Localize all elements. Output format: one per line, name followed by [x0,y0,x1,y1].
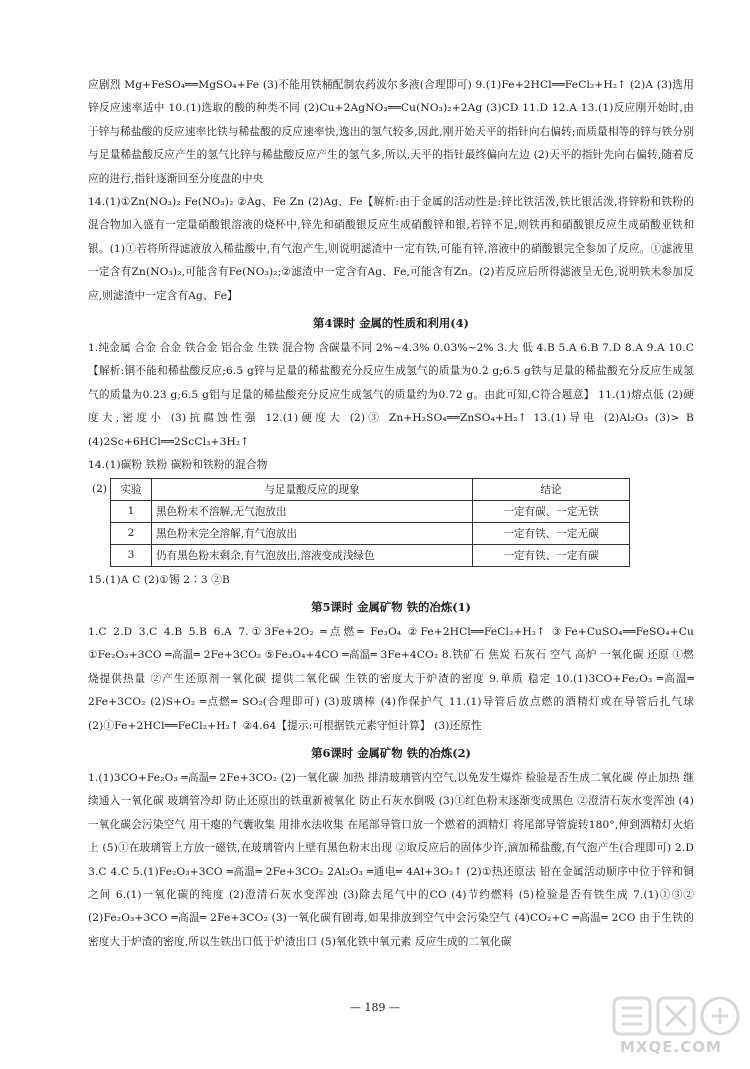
watermark-logo-icon [612,994,744,1038]
page-content [88,74,694,954]
table-cell: 3 [111,544,152,566]
table-cell: 黑色粉末不溶解,无气泡放出 [152,500,473,522]
watermark [612,994,744,1064]
paragraph-q14: 14.(1)①Zn(NO₃)₂ Fe(NO₃)₂ ②Ag、Fe Zn (2)Ag、Fe【解析:由于金属的活动性是:锌比铁活泼,铁比银活泼,将锌粉和铁粉的混合物加入盛有一定量硝酸银溶液的烧杯中,锌先和硝酸银反应生成硝酸锌和银,若锌不足,则铁再和硝酸银反应生成硝酸亚铁和银。(1)①若将所得滤液放入稀盐酸中,有气泡产生,则说明滤渣中一定有铁,可能有锌,溶液中的硝酸银完全参加了反应。①滤液里一定含有Zn(NO₃)₂,可能含有Fe(NO₃)₂;②滤渣中一定含有Ag、Fe,可能含有Zn。(2)若反应后所得滤液呈无色,说明铁未参加反应,则滤渣中一定含有Ag、Fe】 [88,196,694,302]
table-header-row [111,478,630,500]
paragraph-carryover: 应剧烈 Mg+FeSO₄══MgSO₄+Fe (3)不能用铁桶配制农药波尔多液(合理即可) 9.(1)Fe+2HCl══FeCl₂+H₂↑ (2)A (3)选用锌反应速率适中 10.(1)选取的酸的种类不同 (2)Cu+2AgNO₃══Cu(NO₃)₂+2Ag (3)CD 11.D 12.A 13.(1)反应刚开始时,由于锌与稀盐酸的反应速率比铁与稀盐酸的反应速率快,逸出的氢气较多,因此,刚开始天平的指针向右偏转;而质量相等的锌与铁分别与足量稀盐酸反应产生的氢气比锌与稀盐酸反应产生的氢气多,所以,天平的指针最终偏向左边 (2)天平的指针先向右偏转,随着反应的进行,指针逐渐回至分度盘的中央 [88,79,694,185]
header-conclusion: 结论 [473,478,630,500]
table-cell: 黑色粉末完全溶解,有气泡放出 [152,522,473,544]
section-6-title: 第6课时 金属矿物 铁的冶炼(2) [311,745,471,760]
table-cell: 一定有铁、一定有碳 [473,544,630,566]
table-row [111,544,630,566]
experiment-table-block [88,478,694,567]
table-label: (2) [92,482,108,495]
page-number: — 189 — [350,1001,400,1014]
section-4-q14: 14.(1)碳粉 铁粉 碳粉和铁粉的混合物 [88,459,268,472]
table-cell: 一定有铁、一定无碳 [473,522,630,544]
watermark-url: MXQE.COM [620,1038,722,1056]
section-4-answers: 1.纯金属 合金 合金 铁合金 铝合金 生铁 混合物 含碳量不同 2%~4.3% 0.03%~2% 3.大 低 4.B 5.A 6.B 7.D 8.A 9.A 10.C【解析:铜不能和稀盐酸反应;6.5 g锌与足量的稀盐酸充分反应生成氢气的质量为0.2 g;6.5 g铁与足量的稀盐酸充分反应生成氢气的质量为0.23 g;6.5 g铝与足量的稀盐酸充分反应生成氢气的质量约为0.72 g。由此可知,C符合题意】 11.(1)熔点低 (2)硬度大,密度小 (3)抗腐蚀性强 12.(1)硬度大 (2)③ Zn+H₂SO₄══ZnSO₄+H₂↑ 13.(1)导电 (2)Al₂O₃ (3)> B (4)2Sc+6HCl══2ScCl₃+3H₂↑ [88,342,694,448]
table-cell: 一定有碳、一定无铁 [473,500,630,522]
table-row [111,500,630,522]
experiment-table [110,478,630,567]
table-cell: 1 [111,500,152,522]
section-4-title: 第4课时 金属的性质和利用(4) [313,316,469,331]
section-6-answers: 1.(1)3CO+Fe₂O₃ ═高温═ 2Fe+3CO₂ (2)一氧化碳 加热 排清玻璃管内空气,以免发生爆炸 检验是否生成二氧化碳 停止加热 继续通入一氧化碳 玻璃管冷却 防止还原出的铁重新被氧化 防止石灰水倒吸 (3)①红色粉末逐渐变成黑色 ②澄清石灰水变浑浊 (4)一氧化碳会污染空气 用干瘪的气囊收集 用排水法收集 在尾部导管口放一个燃着的酒精灯 将尾部导管旋转180°,伸到酒精灯火焰上 (5)①在玻璃管上方放一磁铁,在玻璃管内上壁有黑色粉末出现 ②取反应后的固体少许,滴加稀盐酸,有气泡产生(合理即可) 2.D 3.C 4.C 5.(1)Fe₂O₃+3CO ═高温═ 2Fe+3CO₂ 2Al₂O₃ ═通电═ 4Al+3O₂↑ (2)①热还原法 铅在金属活动顺序中位于锌和铜之间 6.(1)一氧化碳的纯度 (2)澄清石灰水变浑浊 (3)除去尾气中的CO (4)节约燃料 (5)检验是否有铁生成 7.(1)①③② (2)Fe₂O₃+3CO ═高温═ 2Fe+3CO₂ (3)一氧化碳有剧毒,如果排放到空气中会污染空气 (4)CO₂+C ═高温═ 2CO 由于生铁的密度大于炉渣的密度,所以生铁出口低于炉渣出口 (5)氧化铁中氧元素 反应生成的二氧化碳 [88,771,694,948]
table-cell: 2 [111,522,152,544]
table-cell: 仍有黑色粉末剩余,有气泡放出,溶液变成浅绿色 [152,544,473,566]
section-5-answers: 1.C 2.D 3.C 4.B 5.B 6.A 7.①3Fe+2O₂ ═点燃═ Fe₃O₄ ②Fe+2HCl══FeCl₂+H₂↑ ③Fe+CuSO₄══FeSO₄+Cu ①Fe₂O₃+3CO ═高温═ 2Fe+3CO₂ ⑤Fe₃O₄+4CO ═高温═ 3Fe+4CO₂ 8.铁矿石 焦炭 石灰石 空气 高炉 一氧化碳 还原 ①燃烧提供热量 ②产生还原剂一氧化碳 提供二氧化碳 生铁的密度大于炉渣的密度 9.单质 稳定 10.(1)3CO+Fe₂O₃ ═高温═ 2Fe+3CO₂ (2)S+O₂ ═点燃═ SO₂(合理即可) (3)玻璃棒 (4)作保护气 11.(1)导管后放点燃的酒精灯或在导管后扎气球 (2)①Fe+2HCl══FeCl₂+H₂↑ ②4.64【提示:可根据铁元素守恒计算】 (3)还原性 [88,625,694,732]
header-experiment: 实验 [111,478,152,500]
header-phenomenon: 与足量酸反应的现象 [152,478,473,500]
section-5-title: 第5课时 金属矿物 铁的冶炼(1) [311,599,471,614]
table-row [111,522,630,544]
section-4-q15: 15.(1)A C (2)①锡 2∶3 ②B [88,573,230,586]
